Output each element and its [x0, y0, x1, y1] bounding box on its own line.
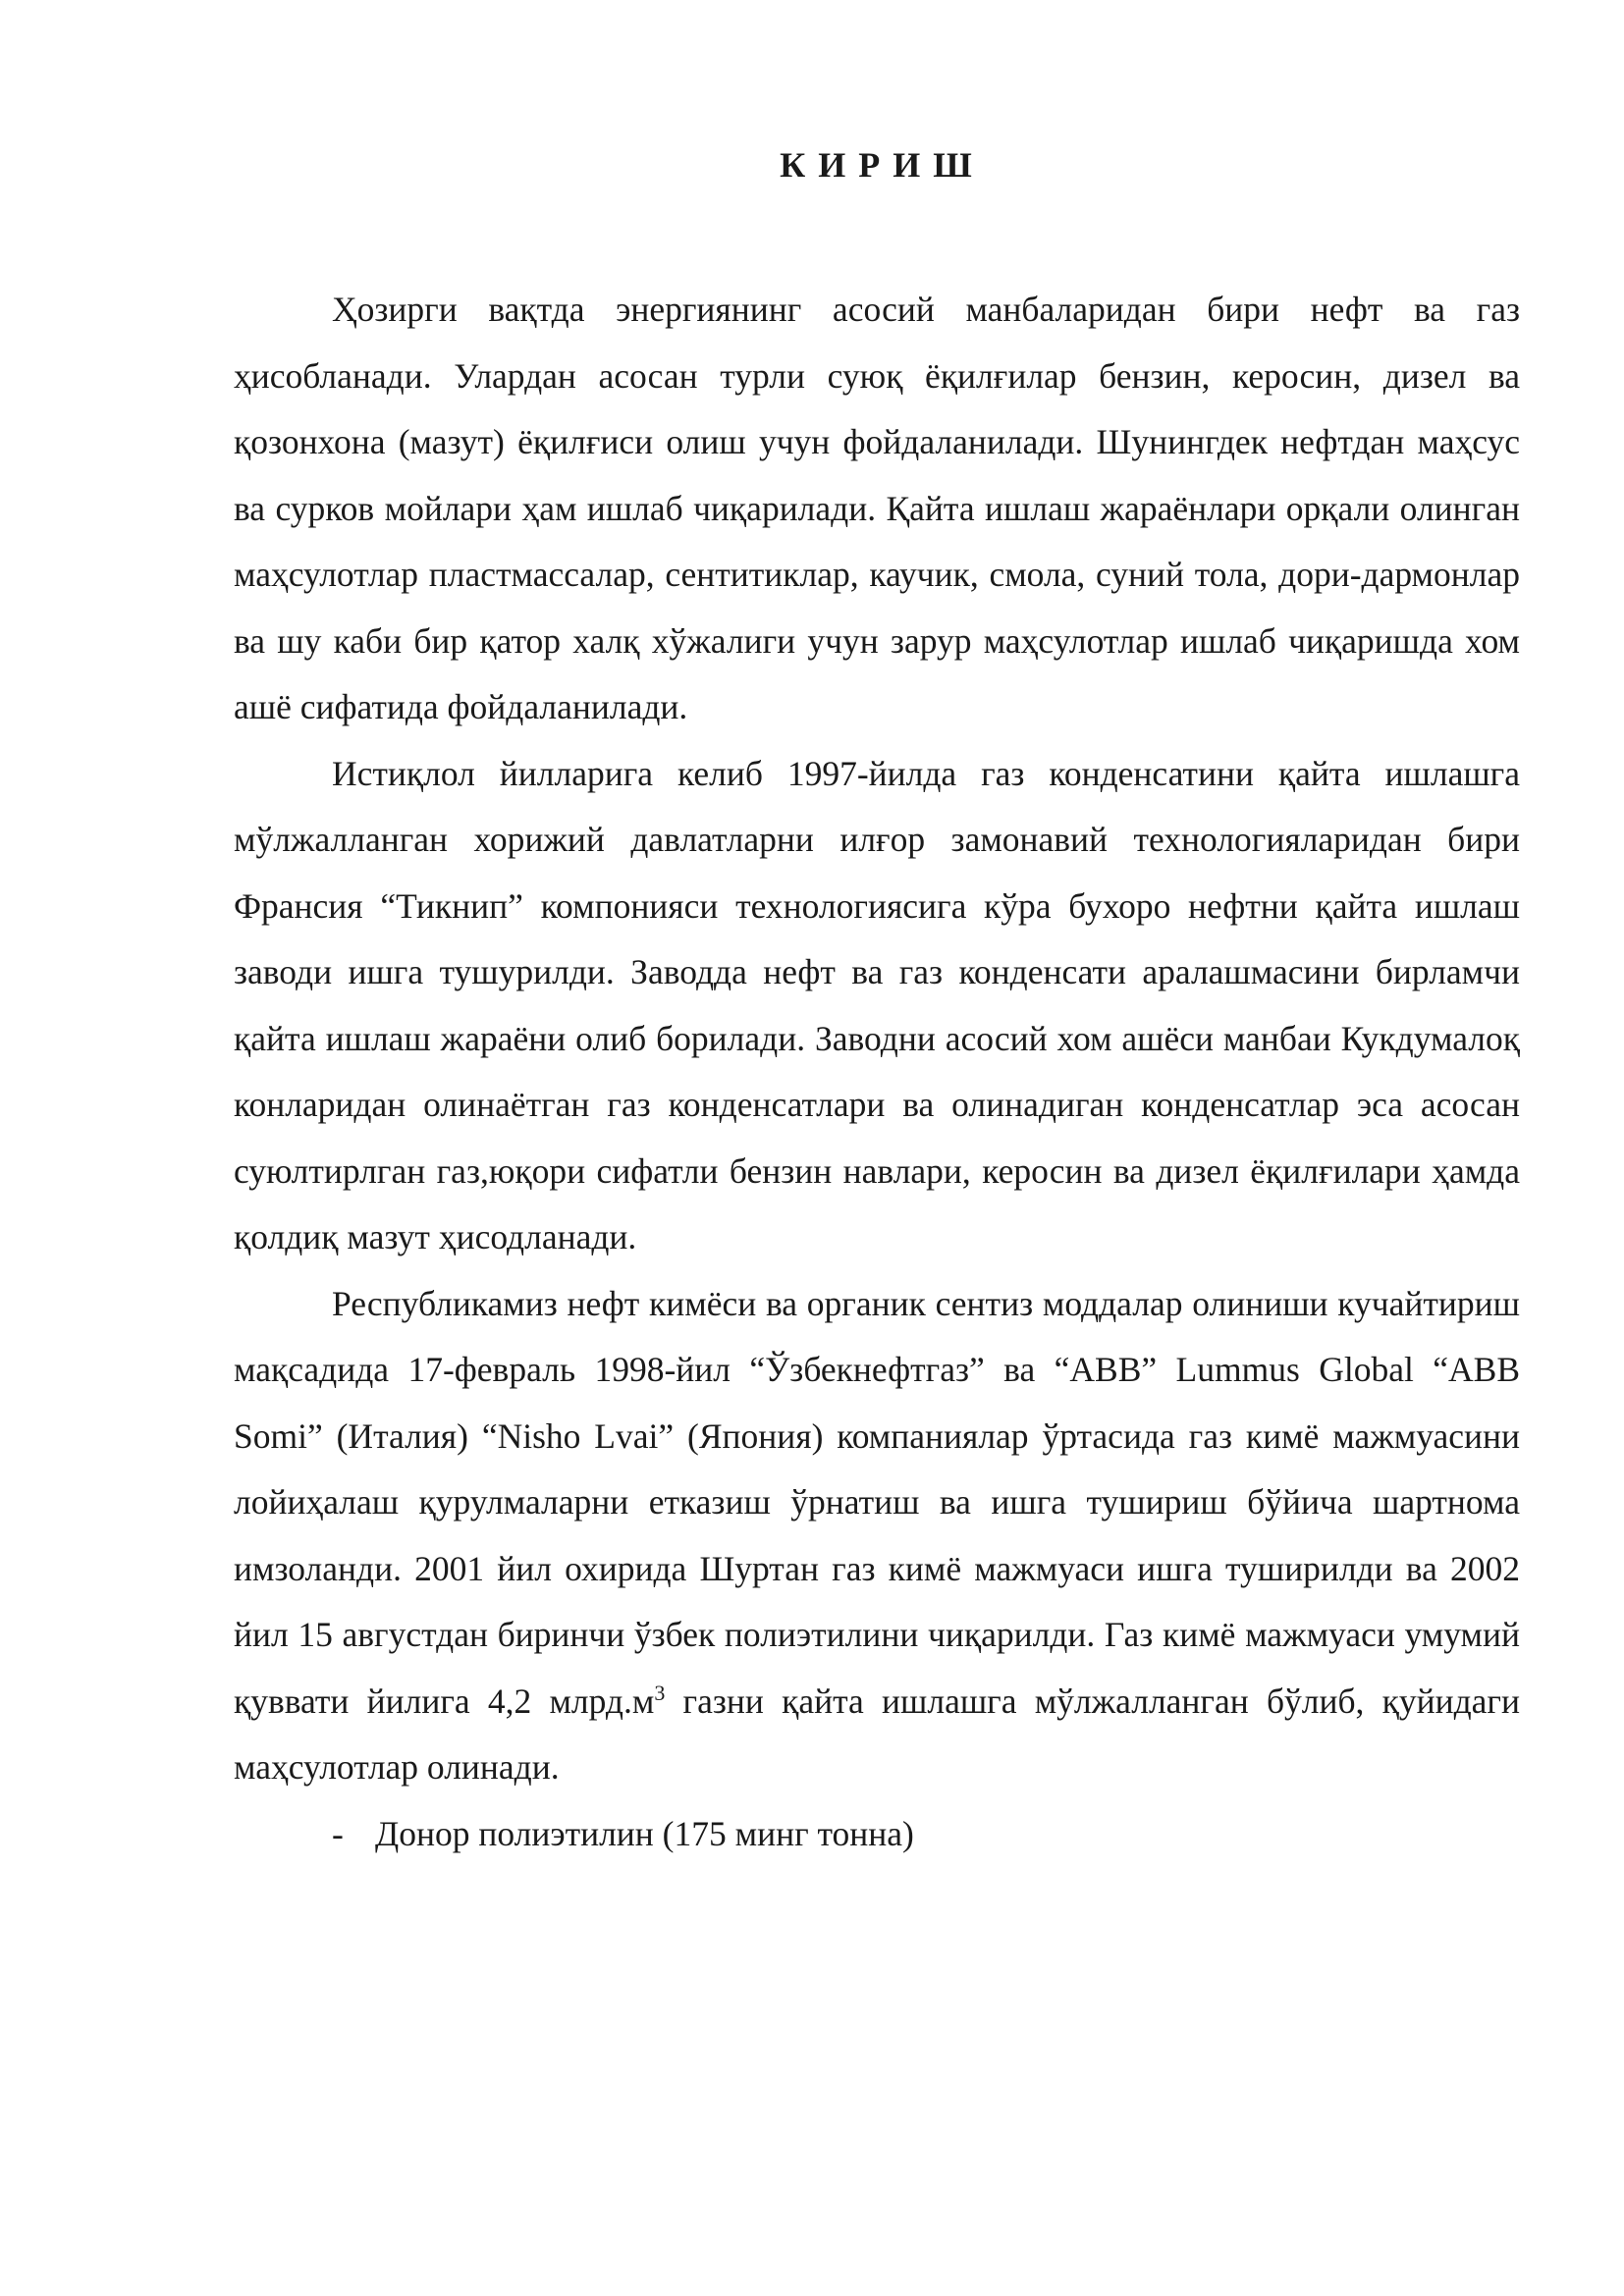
- paragraph-republic-text: Республикамиз нефт кимёси ва органик сентиз моддалар олиниши кучайтириш мақсадида 17-февраль 1998-йил “Ўзбекнефтгаз” ва “АВВ” Lummus Global “ABB Somi” (Италия) “Nisho Lvai” (Япония) компаниялар ўртасида газ кимё мажмуасини лойиҳалаш қурулмаларни етказиш ўрнатиш ва ишга тушириш бўйича шартнома имзоланди. 2001 йил охирида Шуртан газ кимё мажмуаси ишга туширилди ва 2002 йил 15 августдан биринчи ўзбек полиэтилини чиқарилди. Газ кимё мажмуаси умумий қуввати йилига 4,2 млрд.м: [234, 1283, 1520, 1721]
- paragraph-intro: Ҳозирги вақтда энергиянинг асосий манбаларидан бири нефт ва газ ҳисобланади. Улардан асосан турли суюқ ёқилғилар бензин, керосин, дизел ва қозонхона (мазут) ёқилғиси олиш учун фойдаланилади. Шунингдек нефтдан маҳсус ва сурков мойлари ҳам ишлаб чиқарилади. Қайта ишлаш жараёнлари орқали олинган маҳсулотлар пластмассалар, сентитиклар, каучик, смола, суний тола, дори-дармонлар ва шу каби бир қатор халқ хўжалиги учун зарур маҳсулотлар ишлаб чиқаришда хом ашё сифатида фойдаланилади.: [234, 290, 1520, 726]
- list-item: [234, 1801, 1520, 1868]
- paragraph-republic: [234, 1271, 1520, 1801]
- superscript: 3: [654, 1680, 666, 1705]
- document-page: [234, 147, 1520, 1867]
- document-heading: К И Р И Ш: [780, 145, 974, 185]
- list-marker: -: [332, 1813, 344, 1853]
- paragraph-independence: Истиқлол йилларига келиб 1997-йилда газ конденсатини қайта ишлашга мўлжалланган хорижий давлатларни илғор замонавий технологияларидан бири Франсия “Тикнип” компонияси технологиясига кўра бухоро нефтни қайта ишлаш заводи ишга тушурилди. Заводда нефт ва газ конденсати аралашмасини бирламчи қайта ишлаш жараёни олиб борилади. Заводни асосий хом ашёси манбаи Кукдумалоқ конларидан олинаётган газ конденсатлари ва олинадиган конденсатлар эса асосан суюлтирлган газ,юқори сифатли бензин навлари, керосин ва дизел ёқилғилари ҳамда қолдиқ мазут ҳисодланади.: [234, 753, 1520, 1256]
- list-item-text: Донор полиэтилин (175 минг тонна): [375, 1813, 914, 1853]
- paragraph-republic-text-end: газни қайта ишлашга мўлжалланган бўлиб, қуйидаги маҳсулотлар олинади.: [234, 1681, 1520, 1787]
- product-list: [234, 1801, 1520, 1868]
